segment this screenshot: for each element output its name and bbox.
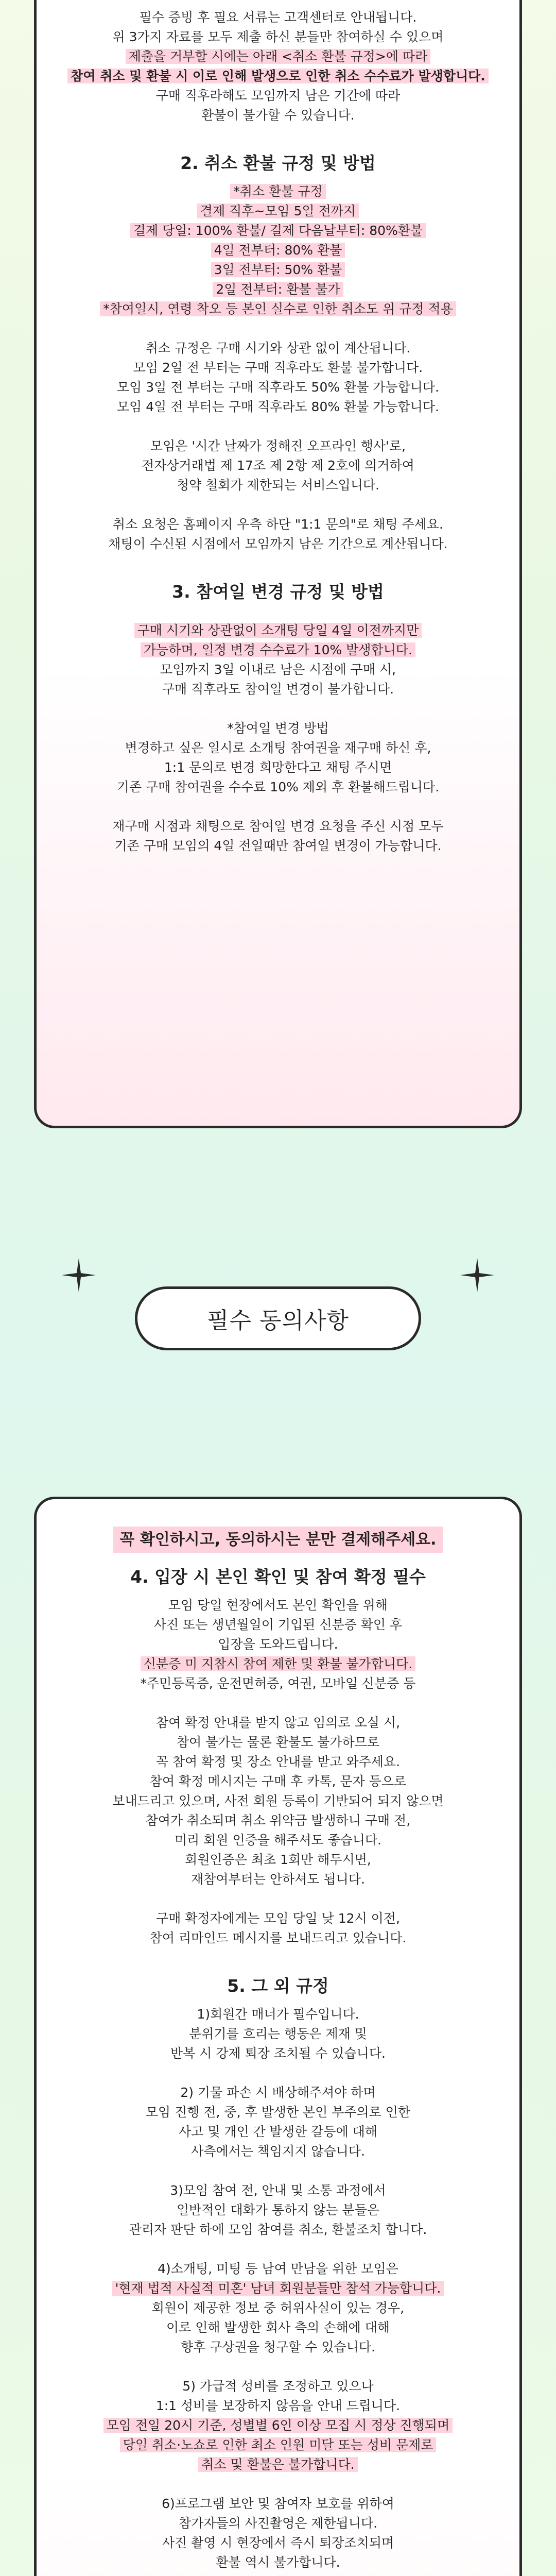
section-2-title: 2. 취소 환불 규정 및 방법	[180, 153, 376, 173]
text-line	[57, 2377, 499, 2396]
text-line-content: 신분증 미 지참시 참여 제한 및 환불 불가합니다.	[141, 1656, 415, 1671]
text-line	[57, 1850, 499, 1870]
text-line	[57, 1654, 499, 1674]
text-line	[57, 2416, 499, 2435]
consent-banner: 꼭 확인하시고, 동의하시는 분만 결제해주세요.	[52, 1530, 504, 1550]
text-line	[57, 2063, 499, 2083]
text-line	[57, 621, 499, 640]
text-line-content: 1:1 문의로 변경 희망한다고 채팅 주시면	[164, 760, 392, 775]
text-line	[57, 338, 499, 358]
text-line	[57, 378, 499, 397]
text-line	[57, 47, 499, 66]
text-line	[57, 2396, 499, 2416]
text-line	[57, 719, 499, 738]
refund-notes	[57, 338, 499, 554]
text-line-content: 회원인증은 최초 1회만 해두시면,	[185, 1852, 371, 1867]
text-line	[57, 2455, 499, 2475]
text-line-content: 참여 취소 및 환불 시 이로 인해 발생으로 인한 취소 수수료가 발생합니다.	[67, 69, 489, 83]
text-line-content: 구매 시기와 상관없이 소개팅 당일 4일 이전까지만	[134, 623, 422, 638]
text-line	[57, 836, 499, 856]
text-line	[57, 2083, 499, 2103]
text-line	[57, 2024, 499, 2044]
text-line-content: 재참여부터는 안하셔도 됩니다.	[191, 1872, 365, 1887]
text-line-content: 모임 4일 전 부터는 구매 직후라도 80% 환불 가능합니다.	[117, 399, 439, 414]
text-line	[57, 2533, 499, 2553]
text-line	[57, 2298, 499, 2318]
text-line	[57, 660, 499, 680]
text-line-content: 모임까지 3일 이내로 남은 시점에 구매 시,	[160, 662, 396, 677]
text-line-content: 모임 3일 전 부터는 구매 직후라도 50% 환불 가능합니다.	[117, 380, 439, 395]
text-line-content: 모임 전일 20시 기준, 성별별 6인 이상 모집 시 정상 진행되며	[103, 2418, 453, 2433]
text-line-content: 1)회원간 매너가 필수입니다.	[197, 2007, 359, 2022]
text-line	[57, 2514, 499, 2533]
text-line-content: 꼭 참여 확정 및 장소 안내를 받고 와주세요.	[155, 1754, 401, 1769]
text-line	[57, 8, 499, 27]
text-line-content: 기존 구매 참여권을 수수료 10% 제외 후 환불해드립니다.	[116, 779, 440, 794]
text-line	[57, 2494, 499, 2514]
text-line	[57, 1928, 499, 1948]
text-line-content: 취소 규정은 구매 시기와 상관 없이 계산됩니다.	[145, 341, 411, 355]
refund-rules	[57, 182, 499, 319]
text-line	[57, 2572, 499, 2576]
text-line	[57, 699, 499, 719]
text-line	[57, 280, 499, 299]
text-line-content: 참여 확정 안내를 받지 않고 임의로 오실 시,	[155, 1715, 401, 1730]
text-line-content: 입장을 도와드립니다.	[218, 1637, 338, 1652]
text-line-content: 결제 직후~모임 5일 전까지	[197, 204, 359, 218]
text-line-content: 참여가 취소되며 취소 위약금 발생하니 구매 전,	[145, 1813, 411, 1828]
text-line-content: 분위기를 흐리는 행동은 제재 및	[189, 2026, 367, 2041]
text-line	[57, 534, 499, 554]
text-line	[57, 1733, 499, 1752]
text-line-content: 변경하고 싶은 일시로 소개팅 참여권을 재구매 하신 후,	[125, 740, 431, 755]
other-rules	[57, 2005, 499, 2576]
text-line-content: '현재 법적 사실적 미혼' 남녀 회원분들만 참석 가능합니다.	[112, 2281, 444, 2296]
text-line-content: 4)소개팅, 미팅 등 남여 만남을 위한 모임은	[158, 2261, 398, 2276]
text-line	[57, 201, 499, 221]
text-line-content: 모임 진행 전, 중, 후 발생한 본인 부주의로 인한	[145, 2105, 411, 2120]
text-line	[57, 1772, 499, 1791]
text-line	[57, 27, 499, 47]
text-line	[57, 417, 499, 436]
text-line	[57, 221, 499, 241]
text-line	[57, 2122, 499, 2142]
text-line-content: 2) 기물 파손 시 배상해주셔야 하며	[180, 2085, 376, 2100]
text-line-content: 기존 구매 모임의 4일 전일때만 참여일 변경이 가능합니다.	[114, 838, 442, 853]
text-line	[57, 260, 499, 280]
text-line-content: 회원이 제공한 정보 중 허위사실이 있는 경우,	[151, 2300, 405, 2315]
text-line-content: 환불 역시 불가합니다.	[216, 2555, 340, 2570]
text-line	[57, 2337, 499, 2357]
text-line-content: 6)프로그램 보안 및 참여자 보호를 위하여	[162, 2496, 394, 2511]
text-line	[57, 2259, 499, 2279]
text-line-content: 3)모임 참여 전, 안내 및 소통 과정에서	[170, 2183, 386, 2198]
text-line	[57, 2279, 499, 2298]
text-line	[57, 2553, 499, 2572]
text-line-content: *참여일 변경 방법	[227, 721, 329, 736]
text-line-content: 사측에서는 책임지지 않습니다.	[191, 2144, 365, 2159]
text-line-content: 참여 확정 메시지는 구매 후 카톡, 문자 등으로	[149, 1774, 407, 1789]
text-line-content: 모임 당일 현장에서도 본인 확인을 위해	[168, 1598, 388, 1613]
text-line	[57, 817, 499, 836]
text-line-content: 위 3가지 자료를 모두 제출 하신 분들만 참여하실 수 있으며	[112, 29, 444, 44]
text-line	[57, 66, 499, 86]
text-line	[57, 515, 499, 534]
text-line-content: 채팅이 수신된 시점에서 모임까지 남은 기간으로 계산됩니다.	[108, 536, 448, 551]
text-line	[57, 2435, 499, 2455]
text-line-content: *취소 환불 규정	[230, 184, 325, 199]
text-line	[57, 358, 499, 378]
text-line	[57, 680, 499, 699]
text-line	[57, 738, 499, 758]
text-line-content: 환불이 불가할 수 있습니다.	[201, 108, 355, 123]
text-line	[57, 1596, 499, 1615]
text-line	[57, 2475, 499, 2494]
text-line	[57, 1713, 499, 1733]
text-line-content: *주민등록증, 운전면허증, 여권, 모바일 신분증 등	[140, 1676, 416, 1691]
text-line	[57, 640, 499, 660]
text-line	[57, 2318, 499, 2337]
text-line-content: 보내드리고 있으며, 사전 회원 등록이 기반되어 되지 않으면	[112, 1793, 444, 1808]
text-line	[57, 777, 499, 797]
text-line	[57, 436, 499, 456]
text-line	[57, 2142, 499, 2161]
text-line-content: 사고 및 개인 간 발생한 갈등에 대해	[179, 2124, 377, 2139]
section-4-title: 4. 입장 시 본인 확인 및 참여 확정 필수	[130, 1567, 426, 1587]
text-line-content: *참여일시, 연령 착오 등 본인 실수로 인한 취소도 위 규정 적용	[100, 301, 456, 316]
text-line	[57, 299, 499, 319]
date-change-rules	[57, 621, 499, 856]
text-line-content: 결제 당일: 100% 환불/ 결제 다음날부터: 80%환불	[130, 223, 426, 238]
text-line	[57, 241, 499, 260]
text-line-content: 모임 2일 전 부터는 구매 직후라도 환불 불가합니다.	[133, 360, 423, 375]
text-line	[57, 2103, 499, 2122]
text-line-content: 관리자 판단 하에 모임 참여를 취소, 환불조치 합니다.	[129, 2222, 427, 2237]
text-line	[57, 2161, 499, 2181]
text-line	[57, 2044, 499, 2063]
text-line-content: 모임은 '시간 날짜가 정해진 오프라인 행사'로,	[150, 438, 406, 453]
text-line	[57, 2181, 499, 2200]
text-line	[57, 1791, 499, 1811]
text-line-content: 구매 직후라해도 모임까지 남은 기간에 따라	[155, 88, 401, 103]
text-line-content: 이로 인해 발생한 회사 측의 손해에 대해	[166, 2320, 390, 2335]
text-line-content: 향후 구상권을 청구할 수 있습니다.	[181, 2340, 375, 2354]
text-line-content: 재구매 시점과 채팅으로 참여일 변경 요청을 주신 시점 모두	[112, 819, 444, 834]
intro-block	[57, 8, 499, 125]
text-line-content: 구매 직후라도 참여일 변경이 불가합니다.	[162, 682, 394, 697]
text-line-content: 사진 또는 생년월일이 기입된 신분증 확인 후	[153, 1617, 403, 1632]
text-line	[57, 797, 499, 817]
text-line-content: 전자상거래법 제 17조 제 2항 제 2호에 의거하여	[142, 458, 414, 473]
text-line	[57, 1752, 499, 1772]
text-line	[57, 2005, 499, 2024]
text-line-content: 2일 전부터: 환불 불가	[213, 282, 343, 297]
text-line	[57, 456, 499, 476]
required-consent-card	[34, 1497, 522, 2576]
text-line-content: 5) 가급적 성비를 조정하고 있으나	[182, 2379, 374, 2394]
required-consent-title: 필수 동의사항	[135, 1286, 421, 1350]
text-line	[57, 1615, 499, 1635]
text-line	[57, 1889, 499, 1909]
text-line	[57, 182, 499, 201]
text-line	[57, 476, 499, 495]
section-5-title: 5. 그 외 규정	[227, 1976, 329, 1996]
text-line-content: 가능하며, 일정 변경 수수료가 10% 발생합니다.	[141, 642, 415, 657]
text-line-content: 일반적인 대화가 통하지 않는 분들은	[176, 2202, 380, 2217]
text-line	[57, 2220, 499, 2240]
text-line	[57, 397, 499, 417]
text-line	[57, 1811, 499, 1831]
text-line	[57, 1831, 499, 1850]
text-line-content: 참여 불가는 물론 환불도 불가하므로	[176, 1735, 380, 1750]
text-line	[57, 1909, 499, 1928]
text-line-content: 1:1 성비를 보장하지 않음을 안내 드립니다.	[155, 2398, 401, 2413]
text-line	[57, 2240, 499, 2259]
text-line	[57, 2200, 499, 2220]
text-line	[57, 1635, 499, 1654]
text-line-content: 참여 리마인드 메시지를 보내드리고 있습니다.	[149, 1930, 407, 1945]
text-line	[57, 2357, 499, 2377]
text-line-content: 필수 증빙 후 필요 서류는 고객센터로 안내됩니다.	[139, 10, 417, 25]
text-line	[57, 758, 499, 777]
text-line-content: 4일 전부터: 80% 환불	[211, 243, 345, 258]
text-line	[57, 1693, 499, 1713]
text-line-content: 참가자들의 사진촬영은 제한됩니다.	[178, 2516, 378, 2531]
text-line-content: 구매 확정자에게는 모임 당일 낮 12시 이전,	[156, 1911, 400, 1926]
text-line-content: 청약 철회가 제한되는 서비스입니다.	[176, 478, 380, 493]
text-line	[57, 106, 499, 125]
sparkle-icon	[459, 1257, 495, 1293]
identity-check-rules	[57, 1596, 499, 1948]
text-line-content: 미리 회원 인증을 해주셔도 좋습니다.	[175, 1833, 381, 1848]
text-line-content: 취소 및 환불은 불가합니다.	[198, 2457, 357, 2472]
text-line-content: 당일 취소·노쇼로 인한 최소 인원 미달 또는 성비 문제로	[120, 2437, 437, 2452]
text-line-content: 제출을 거부할 시에는 아래 <취소 환불 규정>에 따라	[126, 49, 431, 64]
text-line	[57, 86, 499, 106]
text-line	[57, 1870, 499, 1889]
text-line-content: 취소 요청은 홈페이지 우측 하단 "1:1 문의"로 채팅 주세요.	[113, 517, 443, 532]
text-line-content: 3일 전부터: 50% 환불	[211, 262, 345, 277]
text-line-content: 사진 촬영 시 현장에서 즉시 퇴장조치되며	[162, 2535, 394, 2550]
text-line	[57, 495, 499, 515]
refund-policy-card	[34, 0, 522, 1128]
text-line	[57, 1674, 499, 1693]
text-line-content: 반복 시 강제 퇴장 조치될 수 있습니다.	[170, 2046, 386, 2061]
sparkle-icon	[61, 1257, 97, 1293]
section-3-title: 3. 참여일 변경 규정 및 방법	[172, 582, 384, 602]
